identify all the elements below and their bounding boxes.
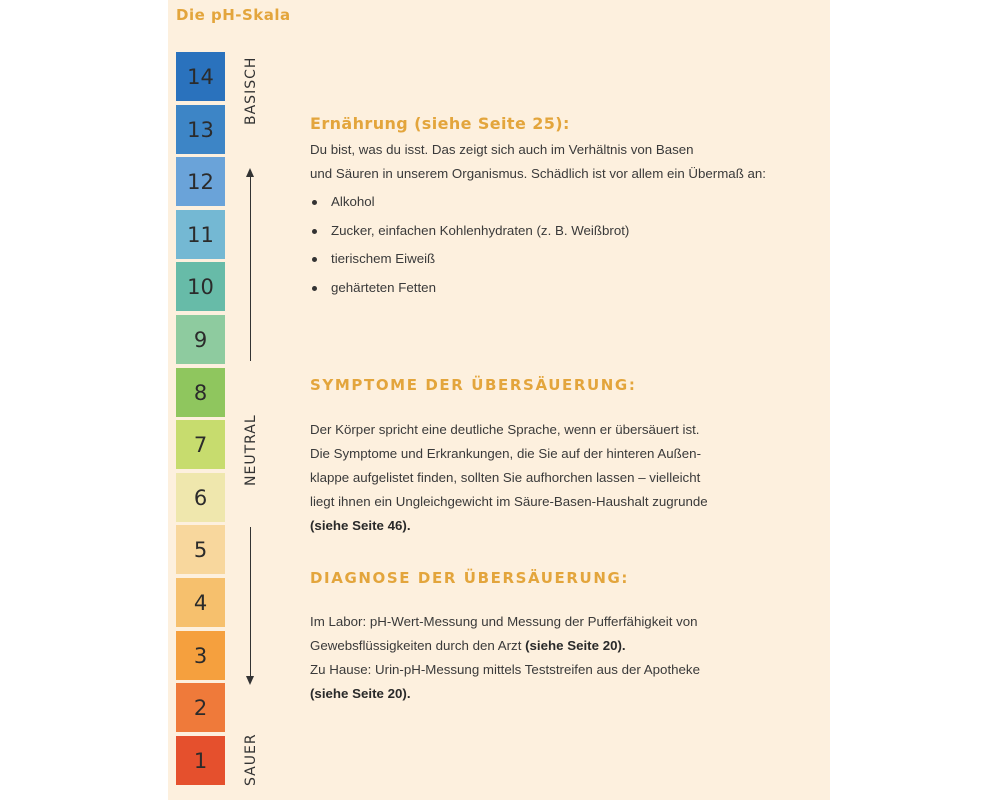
symptoms-line: liegt ihnen ein Ungleichgewicht im Säure-Basen-Haushalt zugrunde — [310, 494, 708, 509]
symptoms-line: Der Körper spricht eine deutliche Sprache, wenn er übersäuert ist. — [310, 422, 700, 437]
ph-level-9: 9 — [176, 315, 225, 364]
list-item: Zucker, einfachen Kohlenhydraten (z. B. Weißbrot) — [310, 217, 629, 246]
list-item: gehärteten Fetten — [310, 274, 629, 303]
ph-level-3: 3 — [176, 631, 225, 680]
ph-level-2: 2 — [176, 683, 225, 732]
ph-level-7: 7 — [176, 420, 225, 469]
label-neutral: NEUTRAL — [243, 414, 259, 486]
diagnosis-heading: DIAGNOSE DER ÜBERSÄUERUNG: — [310, 569, 629, 587]
nutrition-intro-line: Du bist, was du isst. Das zeigt sich auch im Verhältnis von Basen — [310, 142, 694, 157]
symptoms-line: klappe aufgelistet finden, sollten Sie aufhorchen lassen – vielleicht — [310, 470, 701, 485]
diagnosis-lab-line: Gewebsflüssigkeiten durch den Arzt — [310, 638, 522, 653]
arrow-up-line — [250, 176, 251, 361]
label-acidic: SAUER — [243, 733, 259, 786]
ph-level-1: 1 — [176, 736, 225, 785]
scale-title: Die pH-Skala — [176, 6, 291, 24]
arrow-down-icon — [246, 676, 254, 685]
ph-level-5: 5 — [176, 525, 225, 574]
ph-level-14: 14 — [176, 52, 225, 101]
ph-level-13: 13 — [176, 105, 225, 154]
symptoms-line: Die Symptome und Erkrankungen, die Sie auf der hinteren Außen- — [310, 446, 702, 461]
ph-level-10: 10 — [176, 262, 225, 311]
symptoms-text — [310, 418, 830, 538]
symptoms-heading: SYMPTOME DER ÜBERSÄUERUNG: — [310, 376, 637, 394]
diagnosis-home-ref: (siehe Seite 20). — [310, 686, 411, 701]
list-item: Alkohol — [310, 188, 629, 217]
label-basic: BASISCH — [243, 56, 259, 125]
list-item: tierischem Eiweiß — [310, 245, 629, 274]
ph-level-8: 8 — [176, 368, 225, 417]
ph-level-6: 6 — [176, 473, 225, 522]
diagnosis-text — [310, 610, 830, 706]
ph-level-4: 4 — [176, 578, 225, 627]
nutrition-intro-line: und Säuren in unserem Organismus. Schädlich ist vor allem ein Übermaß an: — [310, 166, 766, 181]
ph-level-11: 11 — [176, 210, 225, 259]
nutrition-intro — [310, 138, 830, 186]
nutrition-heading: Ernährung (siehe Seite 25): — [310, 114, 570, 133]
diagnosis-lab-line: Im Labor: pH-Wert-Messung und Messung der Pufferfähigkeit von — [310, 614, 698, 629]
nutrition-list — [310, 188, 629, 302]
symptoms-page-ref: (siehe Seite 46). — [310, 518, 411, 533]
arrow-down-line — [250, 527, 251, 677]
diagnosis-home-line: Zu Hause: Urin-pH-Messung mittels Teststreifen aus der Apotheke — [310, 662, 700, 677]
diagnosis-lab-ref: (siehe Seite 20). — [525, 638, 626, 653]
ph-level-12: 12 — [176, 157, 225, 206]
